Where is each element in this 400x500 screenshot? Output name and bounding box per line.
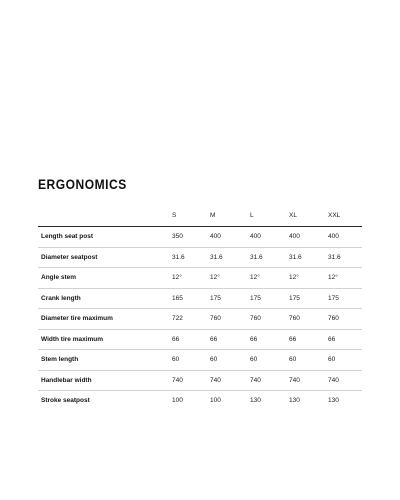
table-cell: 722 — [169, 309, 207, 330]
table-cell: 740 — [207, 370, 247, 391]
table-cell: 130 — [328, 397, 339, 405]
row-label: Diameter seatpost — [38, 247, 169, 268]
table-cell: 760 — [286, 309, 325, 330]
table-cell: 31.6 — [325, 247, 362, 268]
table-cell: 60 — [207, 350, 247, 371]
table-row — [38, 309, 362, 330]
size-header-s: S — [169, 205, 207, 227]
table-cell: 66 — [286, 329, 325, 350]
header-label-column — [38, 205, 169, 227]
table-cell: 60 — [169, 350, 207, 371]
table-cell: 740 — [286, 370, 325, 391]
section-title: ERGONOMICS — [38, 176, 127, 192]
table-row — [38, 329, 362, 350]
table-row — [38, 288, 362, 309]
table-cell: 175 — [286, 288, 325, 309]
table-cell: 350 — [169, 227, 207, 248]
table-cell: 60 — [247, 350, 286, 371]
table-cell: 400 — [325, 227, 362, 248]
table-cell: 31.6 — [169, 247, 207, 268]
row-label: Length seat post — [38, 227, 169, 248]
table-cell: 12° — [247, 268, 286, 289]
table-cell: 400 — [207, 227, 247, 248]
table-cell: 760 — [247, 309, 286, 330]
table-cell: 66 — [247, 329, 286, 350]
table-cell: 31.6 — [207, 247, 247, 268]
size-header-xxl: XXL — [325, 205, 362, 227]
table-cell: 175 — [247, 288, 286, 309]
table-cell: 12° — [207, 268, 247, 289]
row-label: Stroke seatpost — [41, 397, 90, 405]
table-cell: 12° — [286, 268, 325, 289]
table-cell: 12° — [325, 268, 362, 289]
table-cell: 400 — [286, 227, 325, 248]
row-label: Crank length — [38, 288, 169, 309]
table-cell: 740 — [325, 370, 362, 391]
table-cell: 760 — [207, 309, 247, 330]
row-label: Handlebar width — [38, 370, 169, 391]
table-cell: 740 — [169, 370, 207, 391]
table-cell: 12° — [169, 268, 207, 289]
table-row — [38, 247, 362, 268]
table-row — [38, 268, 362, 289]
table-header-row — [38, 205, 362, 227]
table-cell: 100 — [172, 397, 183, 405]
table-row — [38, 391, 362, 411]
table-cell: 100 — [210, 397, 221, 405]
table-cell: 66 — [169, 329, 207, 350]
row-label: Diameter tire maximum — [38, 309, 169, 330]
table-cell: 760 — [325, 309, 362, 330]
table-cell: 740 — [247, 370, 286, 391]
table-row — [38, 370, 362, 391]
table-cell: 31.6 — [286, 247, 325, 268]
size-header-m: M — [207, 205, 247, 227]
table-cell: 31.6 — [247, 247, 286, 268]
table-cell: 60 — [286, 350, 325, 371]
size-header-xl: XL — [286, 205, 325, 227]
table-cell: 175 — [207, 288, 247, 309]
table-cell: 66 — [207, 329, 247, 350]
size-header-l: L — [247, 205, 286, 227]
ergonomics-table — [38, 205, 362, 411]
table-cell: 60 — [325, 350, 362, 371]
row-label: Width tire maximum — [38, 329, 169, 350]
table-cell: 165 — [169, 288, 207, 309]
row-label: Stem length — [38, 350, 169, 371]
table-cell: 400 — [247, 227, 286, 248]
table-cell: 130 — [289, 397, 300, 405]
table-row — [38, 227, 362, 248]
row-label: Angle stem — [38, 268, 169, 289]
table-cell: 130 — [250, 397, 261, 405]
table-cell: 175 — [325, 288, 362, 309]
table-row — [38, 350, 362, 371]
table-cell: 66 — [325, 329, 362, 350]
